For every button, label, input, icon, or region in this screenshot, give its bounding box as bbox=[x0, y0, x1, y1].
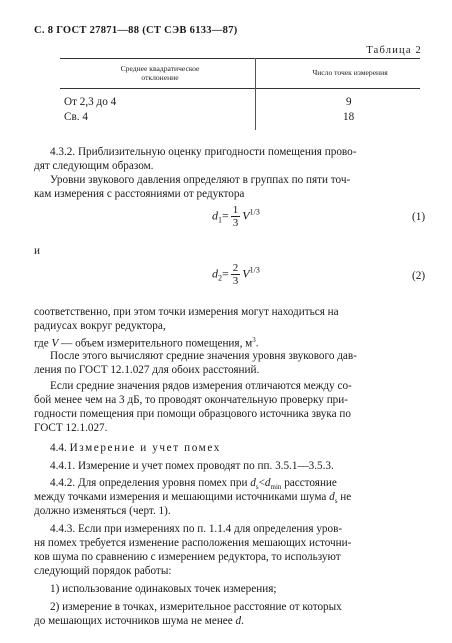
page-header: С. 8 ГОСТ 27871—88 (СТ СЭВ 6133—87) bbox=[34, 25, 238, 36]
s443-line3: ков шума по сравнению с измерением редуктора, то используют bbox=[34, 551, 341, 563]
table-caption: Таблица 2 bbox=[366, 45, 422, 56]
table-row2-deviation: Св. 4 bbox=[64, 111, 88, 123]
resp-line2: радиусах вокруг редуктора, bbox=[34, 320, 166, 332]
and-word: и bbox=[34, 245, 40, 257]
after-line1: После этого вычисляют средние значения уровня звукового дав- bbox=[50, 350, 357, 362]
formula-1-number: (1) bbox=[412, 211, 426, 223]
formula-1: $d_1=$ $\frac{1}{3}$ $V^{1/3}$ bbox=[212, 204, 260, 229]
s442-line3: должно изменяться (черт. 1). bbox=[34, 505, 171, 517]
s443-line2: ня помех требуется изменение расположения мешающих источни- bbox=[34, 537, 352, 549]
levels-line1: Уровни звукового давления определяют в группах по пяти точ- bbox=[50, 174, 351, 186]
resp-line1: соответственно, при этом точки измерения могут находиться на bbox=[34, 306, 339, 318]
if-line2: бой менее чем на 3 дБ, то проводят окончательную проверку при- bbox=[34, 394, 348, 406]
list-item-2-line1: 2) измерение в точках, измерительное расстояние от которых bbox=[50, 601, 342, 613]
list-item-2-line2: до мешающих источников шума не менее d. bbox=[34, 615, 244, 627]
s443-line4: следующий порядок работы: bbox=[34, 565, 172, 577]
after-line2: ления по ГОСТ 12.1.027 для обоих расстояний. bbox=[34, 364, 260, 376]
section-44-heading: 4.4. Измерение и учет помех bbox=[50, 442, 221, 454]
table-column-divider bbox=[255, 58, 256, 130]
s441: 4.4.1. Измерение и учет помех проводят по пп. 3.5.1—3.5.3. bbox=[50, 460, 334, 472]
formula-1-fraction: $\frac{1}{3}$ bbox=[232, 204, 239, 229]
s443-line1: 4.4.3. Если при измерениях по п. 1.1.4 для определения уров- bbox=[50, 523, 343, 535]
levels-line2: кам измерения с расстояниями от редуктора bbox=[34, 188, 245, 200]
table-col2-header: Число точек измерения bbox=[312, 68, 388, 77]
if-line3: годности помещения при помощи образцового источника звука по bbox=[34, 408, 351, 420]
table-col1-header: Среднее квадратическое отклонение bbox=[120, 64, 200, 82]
s442-line1: 4.4.2. Для определения уровня помех при $d_s<d_{min}$ расстояние bbox=[50, 477, 337, 492]
table-row2-points: 18 bbox=[343, 111, 355, 123]
table-row1-points: 9 bbox=[346, 96, 352, 108]
p432-line2: дят следующим образом. bbox=[34, 160, 154, 172]
if-line1: Если средние значения рядов измерения отличаются между со- bbox=[50, 380, 352, 392]
table-row1-deviation: От 2,3 до 4 bbox=[64, 96, 117, 108]
formula-2: $d_2=$ $\frac{2}{3}$ $V^{1/3}$ bbox=[212, 262, 260, 287]
resp-line3: где V — объем измерительного помещения, $м^3$. bbox=[34, 336, 259, 350]
p432-line1: 4.3.2. Приблизительную оценку пригодности помещения прово- bbox=[50, 146, 357, 158]
formula-2-fraction: $\frac{2}{3}$ bbox=[232, 262, 239, 287]
list-item-1: 1) использование одинаковых точек измерения; bbox=[50, 583, 277, 595]
s442-line2: между точками измерения и мешающими источниками шума $d_s$ не bbox=[34, 491, 352, 506]
table-top-rule bbox=[60, 58, 420, 59]
formula-2-number: (2) bbox=[412, 270, 426, 282]
table-header-rule bbox=[60, 88, 420, 89]
if-line4: ГОСТ 12.1.027. bbox=[34, 422, 108, 434]
